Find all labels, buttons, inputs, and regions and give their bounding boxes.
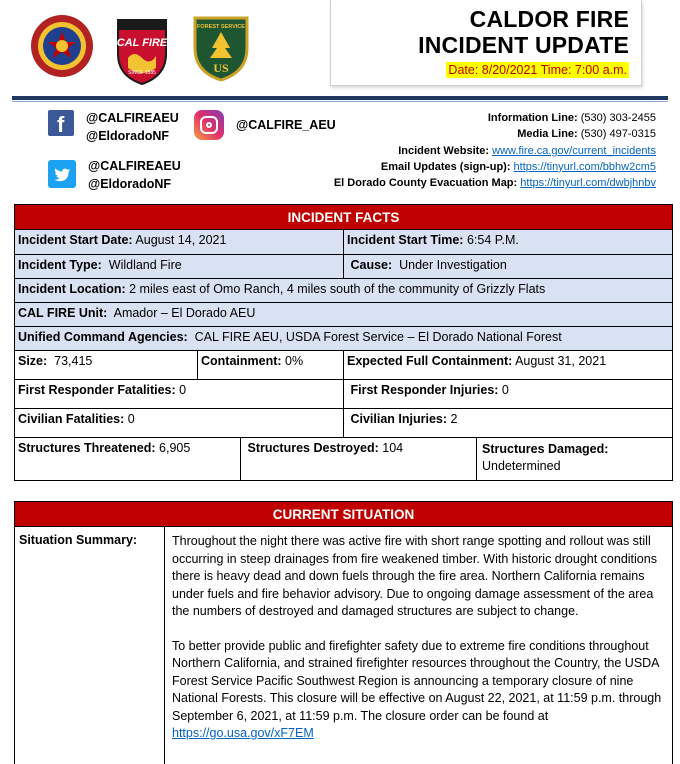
incident-facts-table <box>14 204 673 481</box>
incident-location-cell: Incident Location: 2 miles east of Omo Ranch, 4 miles south of the community of Grizzly Flats <box>18 282 546 296</box>
email-updates: Email Updates (sign-up): https://tinyurl.com/bbhw2cm5 <box>380 160 656 173</box>
civilian-injuries-cell: Civilian Injuries: 2 <box>350 412 458 426</box>
svg-text:US: US <box>213 61 229 75</box>
twitter-handle-calfire[interactable]: @CALFIREAEU <box>88 159 181 173</box>
cal-fire-shield-logo <box>114 14 170 86</box>
cal-fire-unit-cell: CAL FIRE Unit: Amador – El Dorado AEU <box>18 306 256 320</box>
header-divider <box>12 96 668 100</box>
page-title-line-2: INCIDENT UPDATE <box>418 32 629 58</box>
twitter-handle-eldorado[interactable]: @EldoradoNF <box>88 177 172 191</box>
incident-website-link[interactable]: www.fire.ca.gov/current_incidents <box>492 144 656 157</box>
situation-paragraph-1: Throughout the night there was active fire with short range spotting and rollout was still occurring in steep drainages from fire weakened timber. With historic drought conditions there is heavy dead and down fuels through the fire area. Northern California remains under fuels and fire behavior advisory. Due to ongoing damage assessment of the area the numbers of destroyed and damaged structures are subject to change. <box>172 534 657 618</box>
instagram-icon[interactable] <box>194 110 224 140</box>
date-time-badge: Date: 8/20/2021 Time: 7:00 a.m. <box>448 63 627 77</box>
civilian-fatalities-cell: Civilian Fatalities: 0 <box>15 409 344 437</box>
email-updates-link[interactable]: https://tinyurl.com/bbhw2cm5 <box>513 160 656 173</box>
svg-text:SINCE 1885: SINCE 1885 <box>128 70 156 76</box>
first-responder-fatalities-cell: First Responder Fatalities: 0 <box>15 380 344 408</box>
first-responder-injuries-cell: First Responder Injuries: 0 <box>350 383 509 397</box>
expected-containment-cell: Expected Full Containment: August 31, 2021 <box>347 354 607 368</box>
forest-service-shield-logo <box>192 14 250 82</box>
twitter-icon[interactable] <box>48 160 76 188</box>
start-date-cell: Incident Start Date: August 14, 2021 <box>15 230 344 254</box>
instagram-handle[interactable]: @CALFIRE_AEU <box>236 118 336 132</box>
incident-type-cell: Incident Type: Wildland Fire <box>15 255 344 278</box>
svg-text:CAL FIRE: CAL FIRE <box>116 37 168 49</box>
cause-cell: Cause: Under Investigation <box>350 258 507 272</box>
situation-summary-label: Situation Summary: <box>15 527 165 764</box>
closure-order-link[interactable]: https://go.usa.gov/xF7EM <box>172 726 314 740</box>
facebook-handle-eldorado[interactable]: @EldoradoNF <box>86 129 170 143</box>
structures-damaged-cell: Structures Damaged: Undetermined <box>482 442 609 473</box>
size-cell: Size: 73,415 <box>15 351 198 379</box>
situation-paragraph-2: To better provide public and firefighter safety due to extreme fire conditions throughout Northern California, and strained firefighter resources throughout the Country, the USDA Forest Service Pacific Southwest Region is announcing a temporary closure of nine National Forests. This closure will be effective on August 22, 2021, at 11:59 p.m. through September 6, 2021, at 11:59 p.m. The closure order can be found at https://go.usa.gov/xF7EM <box>172 638 662 740</box>
structures-destroyed-cell: Structures Destroyed: 104 <box>241 438 477 480</box>
containment-cell: Containment: 0% <box>198 351 344 379</box>
current-situation-table <box>14 501 673 764</box>
header-divider-thin <box>12 101 668 102</box>
svg-text:FOREST SERVICE: FOREST SERVICE <box>197 24 245 30</box>
unified-command-cell: Unified Command Agencies: CAL FIRE AEU, USDA Forest Service – El Dorado National Forest <box>18 330 562 344</box>
facebook-icon[interactable]: f <box>48 110 74 136</box>
facebook-handle-calfire[interactable]: @CALFIREAEU <box>86 111 179 125</box>
current-situation-heading: CURRENT SITUATION <box>15 502 672 527</box>
twitter-handles <box>88 157 181 193</box>
start-time-cell: Incident Start Time: 6:54 P.M. <box>347 233 519 247</box>
information-line: Information Line: (530) 303-2455 <box>487 112 656 124</box>
contact-info <box>334 110 656 191</box>
media-line: Media Line: (530) 497-0315 <box>517 128 656 141</box>
evacuation-map: El Dorado County Evacuation Map: https://tinyurl.com/dwbjhnbv <box>333 177 656 190</box>
agency-logos <box>22 8 262 88</box>
title-box <box>330 0 642 86</box>
incident-facts-heading: INCIDENT FACTS <box>15 205 672 230</box>
facebook-handles <box>86 109 179 145</box>
situation-summary-body <box>165 527 672 764</box>
evacuation-map-link[interactable]: https://tinyurl.com/dwbjhnbv <box>520 177 656 190</box>
fire-department-seal-logo <box>30 14 94 78</box>
incident-website: Incident Website: www.fire.ca.gov/current_incidents <box>398 144 656 157</box>
structures-threatened-cell: Structures Threatened: 6,905 <box>15 438 241 480</box>
page-title-line-1: CALDOR FIRE <box>469 6 629 32</box>
